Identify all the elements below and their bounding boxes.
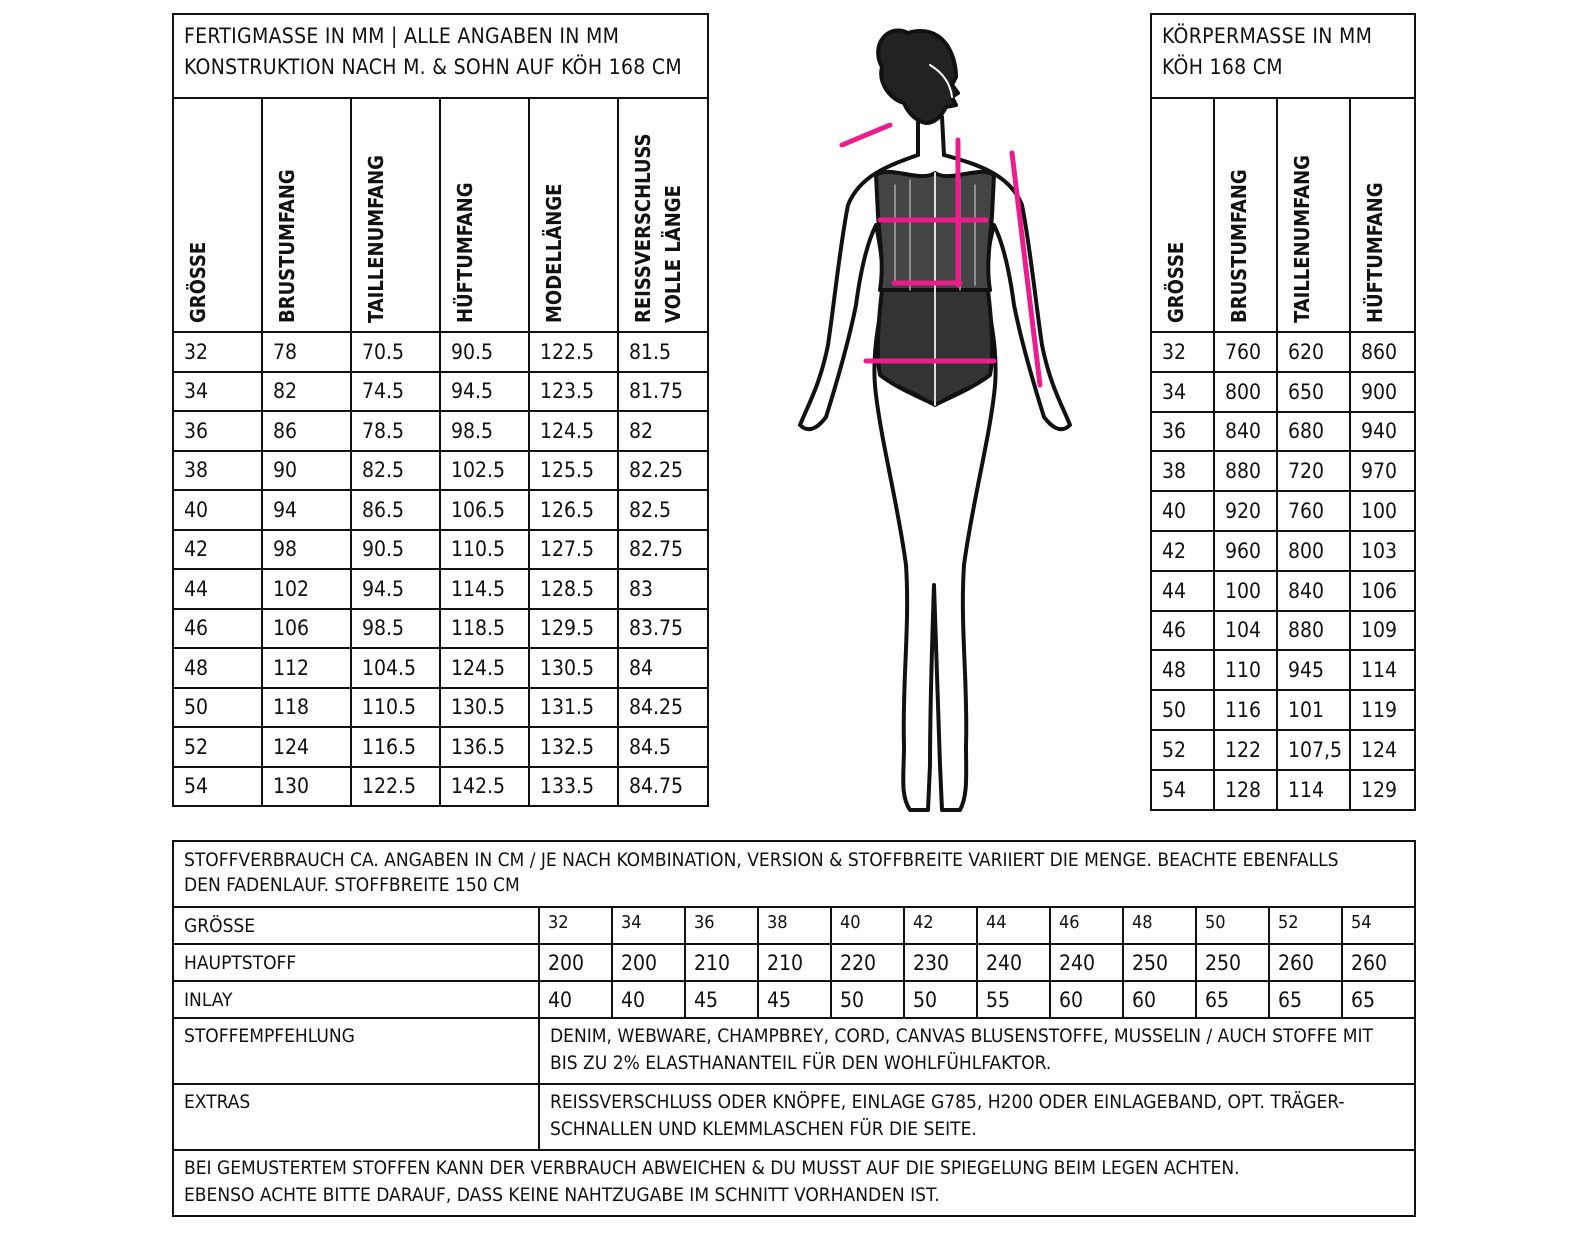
table-cell: 114 [1277, 770, 1350, 810]
table-cell: 900 [1350, 372, 1415, 412]
fabric-recommend-line-2: BIS ZU 2% ELASTHANANTEIL FÜR DEN WOHLFÜHLFAKTOR. [550, 1052, 1052, 1074]
fabric-main-cell: 250 [1123, 944, 1196, 981]
table-cell: 82.5 [351, 451, 440, 491]
table-cell: 48 [1151, 650, 1214, 690]
table-cell: 100 [1214, 571, 1277, 611]
table-cell: 132.5 [529, 727, 618, 767]
table-cell: 122.5 [351, 767, 440, 807]
body-figure-illustration [790, 5, 1080, 815]
fabric-table-title [173, 841, 1415, 907]
table-cell: 650 [1277, 372, 1350, 412]
fabric-main-cell: 250 [1196, 944, 1269, 981]
fabric-title-line-2: DEN FADENLAUF. STOFFBREITE 150 CM [184, 874, 520, 896]
table-row [1151, 690, 1415, 730]
table-cell: 32 [1151, 332, 1214, 372]
fabric-main-cell: 240 [1050, 944, 1123, 981]
fabric-inlay-cell: 50 [904, 981, 977, 1018]
table-row [1151, 611, 1415, 651]
fabric-sizes-cell: 48 [1123, 907, 1196, 944]
table-cell: 840 [1277, 571, 1350, 611]
fabric-main-label: HAUPTSTOFF [173, 944, 539, 981]
table-cell: 720 [1277, 451, 1350, 491]
table-row [173, 569, 708, 609]
table-cell: 106.5 [440, 490, 529, 530]
table-cell: 70.5 [351, 332, 440, 372]
table-cell: 124.5 [529, 411, 618, 451]
table-cell: 840 [1214, 412, 1277, 452]
fabric-main-cell: 210 [758, 944, 831, 981]
table-cell: 960 [1214, 531, 1277, 571]
fabric-note-line-2: EBENSO ACHTE BITTE DARAUF, DASS KEINE NAHTZUGABE IM SCHNITT VORHANDEN IST. [184, 1184, 940, 1206]
table-cell: 82 [618, 411, 708, 451]
fabric-inlay-cell: 50 [831, 981, 904, 1018]
table-cell: 102.5 [440, 451, 529, 491]
fabric-note [173, 1150, 1415, 1216]
fabric-sizes-cell: 36 [685, 907, 758, 944]
table-row [173, 609, 708, 649]
fabric-extras-label: EXTRAS [173, 1084, 539, 1150]
fabric-sizes-cell: 38 [758, 907, 831, 944]
header-groesse: GRÖSSE [173, 98, 262, 332]
table-row [1151, 332, 1415, 372]
fabric-inlay-cell: 60 [1123, 981, 1196, 1018]
fabric-inlay-cell: 65 [1196, 981, 1269, 1018]
table-cell: 46 [1151, 611, 1214, 651]
fabric-sizes-cell: 54 [1342, 907, 1415, 944]
header-modellaenge: MODELLÄNGE [529, 98, 618, 332]
table-cell: 82.5 [618, 490, 708, 530]
table-cell: 90 [262, 451, 351, 491]
table-cell: 81.5 [618, 332, 708, 372]
table-row [173, 372, 708, 412]
table-row [173, 332, 708, 372]
table-cell: 122 [1214, 730, 1277, 770]
table-cell: 116 [1214, 690, 1277, 730]
body-measurements-table [1150, 13, 1414, 811]
fabric-main-cell: 210 [685, 944, 758, 981]
table-row [173, 530, 708, 570]
fabric-title-line-1: STOFFVERBRAUCH CA. ANGABEN IN CM / JE NACH KOMBINATION, VERSION & STOFFBREITE VARIIERT DIE MENGE. BEACHTE EBENFALLS [184, 849, 1339, 871]
table-cell: 130.5 [529, 648, 618, 688]
table-cell: 119 [1350, 690, 1415, 730]
table-cell: 46 [173, 609, 262, 649]
table-row [173, 767, 708, 807]
fabric-inlay-cell: 45 [758, 981, 831, 1018]
fabric-sizes-cell: 40 [831, 907, 904, 944]
fabric-sizes-cell: 34 [612, 907, 685, 944]
table-cell: 130.5 [440, 688, 529, 728]
table-cell: 103 [1350, 531, 1415, 571]
finished-table-title [173, 14, 708, 98]
table-cell: 129.5 [529, 609, 618, 649]
body-header-taillenumfang: TAILLENUMFANG [1277, 98, 1350, 332]
table-row [173, 490, 708, 530]
header-taillenumfang: TAILLENUMFANG [351, 98, 440, 332]
table-cell: 114.5 [440, 569, 529, 609]
table-cell: 880 [1277, 611, 1350, 651]
fabric-sizes-cell: 46 [1050, 907, 1123, 944]
table-row [173, 727, 708, 767]
table-cell: 114 [1350, 650, 1415, 690]
table-cell: 42 [173, 530, 262, 570]
table-row [173, 451, 708, 491]
fabric-inlay-cell: 65 [1342, 981, 1415, 1018]
table-cell: 36 [173, 411, 262, 451]
table-cell: 36 [1151, 412, 1214, 452]
table-cell: 101 [1277, 690, 1350, 730]
table-cell: 44 [1151, 571, 1214, 611]
table-cell: 38 [173, 451, 262, 491]
table-row [1151, 372, 1415, 412]
fabric-recommend-value [539, 1018, 1415, 1084]
table-cell: 40 [173, 490, 262, 530]
fabric-inlay-cell: 65 [1269, 981, 1342, 1018]
table-cell: 102 [262, 569, 351, 609]
table-cell: 124 [262, 727, 351, 767]
body-header-hueftumfang: HÜFTUMFANG [1350, 98, 1415, 332]
table-cell: 860 [1350, 332, 1415, 372]
body-header-brustumfang: BRUSTUMFANG [1214, 98, 1277, 332]
table-cell: 118.5 [440, 609, 529, 649]
table-cell: 100 [1350, 491, 1415, 531]
fabric-sizes-cell: 42 [904, 907, 977, 944]
finished-title-line-2: KONSTRUKTION NACH M. & SOHN AUF KÖH 168 CM [184, 55, 682, 79]
finished-measurements-table [172, 13, 707, 807]
table-cell: 48 [173, 648, 262, 688]
table-cell: 42 [1151, 531, 1214, 571]
table-cell: 83 [618, 569, 708, 609]
table-cell: 118 [262, 688, 351, 728]
fabric-main-cell: 240 [977, 944, 1050, 981]
finished-title-line-1: FERTIGMASSE IN MM | ALLE ANGABEN IN MM [184, 24, 620, 48]
table-cell: 920 [1214, 491, 1277, 531]
table-cell: 116.5 [351, 727, 440, 767]
table-cell: 94.5 [351, 569, 440, 609]
table-cell: 78 [262, 332, 351, 372]
table-cell: 880 [1214, 451, 1277, 491]
table-row [173, 688, 708, 728]
table-cell: 34 [173, 372, 262, 412]
table-cell: 90.5 [351, 530, 440, 570]
table-cell: 52 [173, 727, 262, 767]
table-cell: 126.5 [529, 490, 618, 530]
table-cell: 123.5 [529, 372, 618, 412]
table-cell: 940 [1350, 412, 1415, 452]
fabric-sizes-cell: 50 [1196, 907, 1269, 944]
table-cell: 32 [173, 332, 262, 372]
fabric-main-cell: 230 [904, 944, 977, 981]
table-cell: 129 [1350, 770, 1415, 810]
table-cell: 84.5 [618, 727, 708, 767]
fabric-inlay-label: INLAY [173, 981, 539, 1018]
table-cell: 86 [262, 411, 351, 451]
table-cell: 82.75 [618, 530, 708, 570]
fabric-size-label: GRÖSSE [173, 907, 539, 944]
table-cell: 112 [262, 648, 351, 688]
table-cell: 82.25 [618, 451, 708, 491]
table-cell: 128.5 [529, 569, 618, 609]
table-cell: 82 [262, 372, 351, 412]
table-cell: 34 [1151, 372, 1214, 412]
table-cell: 98.5 [440, 411, 529, 451]
table-cell: 125.5 [529, 451, 618, 491]
fabric-extras-line-2: SCHNALLEN UND KLEMMLASCHEN FÜR DIE SEITE. [550, 1118, 977, 1140]
body-title-line-1: KÖRPERMASSE IN MM [1162, 24, 1373, 48]
table-cell: 760 [1277, 491, 1350, 531]
fabric-inlay-cell: 60 [1050, 981, 1123, 1018]
table-cell: 124 [1350, 730, 1415, 770]
table-cell: 142.5 [440, 767, 529, 807]
table-cell: 127.5 [529, 530, 618, 570]
table-cell: 800 [1214, 372, 1277, 412]
table-cell: 124.5 [440, 648, 529, 688]
table-cell: 84.75 [618, 767, 708, 807]
table-cell: 133.5 [529, 767, 618, 807]
table-cell: 131.5 [529, 688, 618, 728]
table-cell: 84 [618, 648, 708, 688]
table-cell: 84.25 [618, 688, 708, 728]
table-cell: 94 [262, 490, 351, 530]
table-cell: 74.5 [351, 372, 440, 412]
table-cell: 54 [173, 767, 262, 807]
table-cell: 104 [1214, 611, 1277, 651]
table-cell: 680 [1277, 412, 1350, 452]
table-cell: 107,5 [1277, 730, 1350, 770]
table-cell: 760 [1214, 332, 1277, 372]
table-cell: 110.5 [351, 688, 440, 728]
fabric-main-cell: 200 [612, 944, 685, 981]
fabric-extras-value [539, 1084, 1415, 1150]
fabric-sizes-cell: 32 [539, 907, 612, 944]
table-cell: 81.75 [618, 372, 708, 412]
fabric-note-line-1: BEI GEMUSTERTEM STOFFEN KANN DER VERBRAUCH ABWEICHEN & DU MUSST AUF DIE SPIEGELUNG BEIM LEGEN ACHTEN. [184, 1157, 1240, 1179]
table-cell: 620 [1277, 332, 1350, 372]
header-reissverschluss: REISSVERSCHLUSS VOLLE LÄNGE [618, 98, 708, 332]
table-row [1151, 730, 1415, 770]
table-cell: 136.5 [440, 727, 529, 767]
table-cell: 106 [1350, 571, 1415, 611]
fabric-main-cell: 260 [1342, 944, 1415, 981]
table-cell: 128 [1214, 770, 1277, 810]
body-title-line-2: KÖH 168 CM [1162, 55, 1283, 79]
table-row [1151, 412, 1415, 452]
fabric-consumption-table [172, 840, 1414, 1217]
table-cell: 130 [262, 767, 351, 807]
table-cell: 52 [1151, 730, 1214, 770]
table-cell: 945 [1277, 650, 1350, 690]
table-cell: 110.5 [440, 530, 529, 570]
table-row [173, 411, 708, 451]
fabric-recommend-label: STOFFEMPFEHLUNG [173, 1018, 539, 1084]
table-cell: 78.5 [351, 411, 440, 451]
table-cell: 54 [1151, 770, 1214, 810]
table-row [173, 648, 708, 688]
table-cell: 106 [262, 609, 351, 649]
table-cell: 44 [173, 569, 262, 609]
body-table-title [1151, 14, 1415, 98]
table-row [1151, 770, 1415, 810]
table-cell: 970 [1350, 451, 1415, 491]
fabric-main-cell: 200 [539, 944, 612, 981]
table-cell: 98.5 [351, 609, 440, 649]
table-row [1151, 650, 1415, 690]
fabric-inlay-cell: 45 [685, 981, 758, 1018]
fabric-main-cell: 260 [1269, 944, 1342, 981]
table-cell: 94.5 [440, 372, 529, 412]
fabric-inlay-cell: 55 [977, 981, 1050, 1018]
table-cell: 38 [1151, 451, 1214, 491]
fabric-inlay-cell: 40 [612, 981, 685, 1018]
header-brustumfang: BRUSTUMFANG [262, 98, 351, 332]
fabric-sizes-cell: 52 [1269, 907, 1342, 944]
table-cell: 83.75 [618, 609, 708, 649]
body-header-groesse: GRÖSSE [1151, 98, 1214, 332]
table-cell: 50 [173, 688, 262, 728]
table-row [1151, 531, 1415, 571]
table-cell: 86.5 [351, 490, 440, 530]
table-row [1151, 451, 1415, 491]
table-cell: 109 [1350, 611, 1415, 651]
table-cell: 104.5 [351, 648, 440, 688]
table-cell: 110 [1214, 650, 1277, 690]
fabric-main-cell: 220 [831, 944, 904, 981]
table-row [1151, 491, 1415, 531]
header-hueftumfang: HÜFTUMFANG [440, 98, 529, 332]
fabric-sizes-cell: 44 [977, 907, 1050, 944]
fabric-recommend-line-1: DENIM, WEBWARE, CHAMPBREY, CORD, CANVAS BLUSENSTOFFE, MUSSELIN / AUCH STOFFE MIT [550, 1025, 1373, 1047]
table-row [1151, 571, 1415, 611]
table-cell: 90.5 [440, 332, 529, 372]
table-cell: 98 [262, 530, 351, 570]
table-cell: 40 [1151, 491, 1214, 531]
table-cell: 122.5 [529, 332, 618, 372]
table-cell: 800 [1277, 531, 1350, 571]
fabric-extras-line-1: REISSVERSCHLUSS ODER KNÖPFE, EINLAGE G785, H200 ODER EINLAGEBAND, OPT. TRÄGER- [550, 1091, 1345, 1113]
table-cell: 50 [1151, 690, 1214, 730]
fabric-inlay-cell: 40 [539, 981, 612, 1018]
